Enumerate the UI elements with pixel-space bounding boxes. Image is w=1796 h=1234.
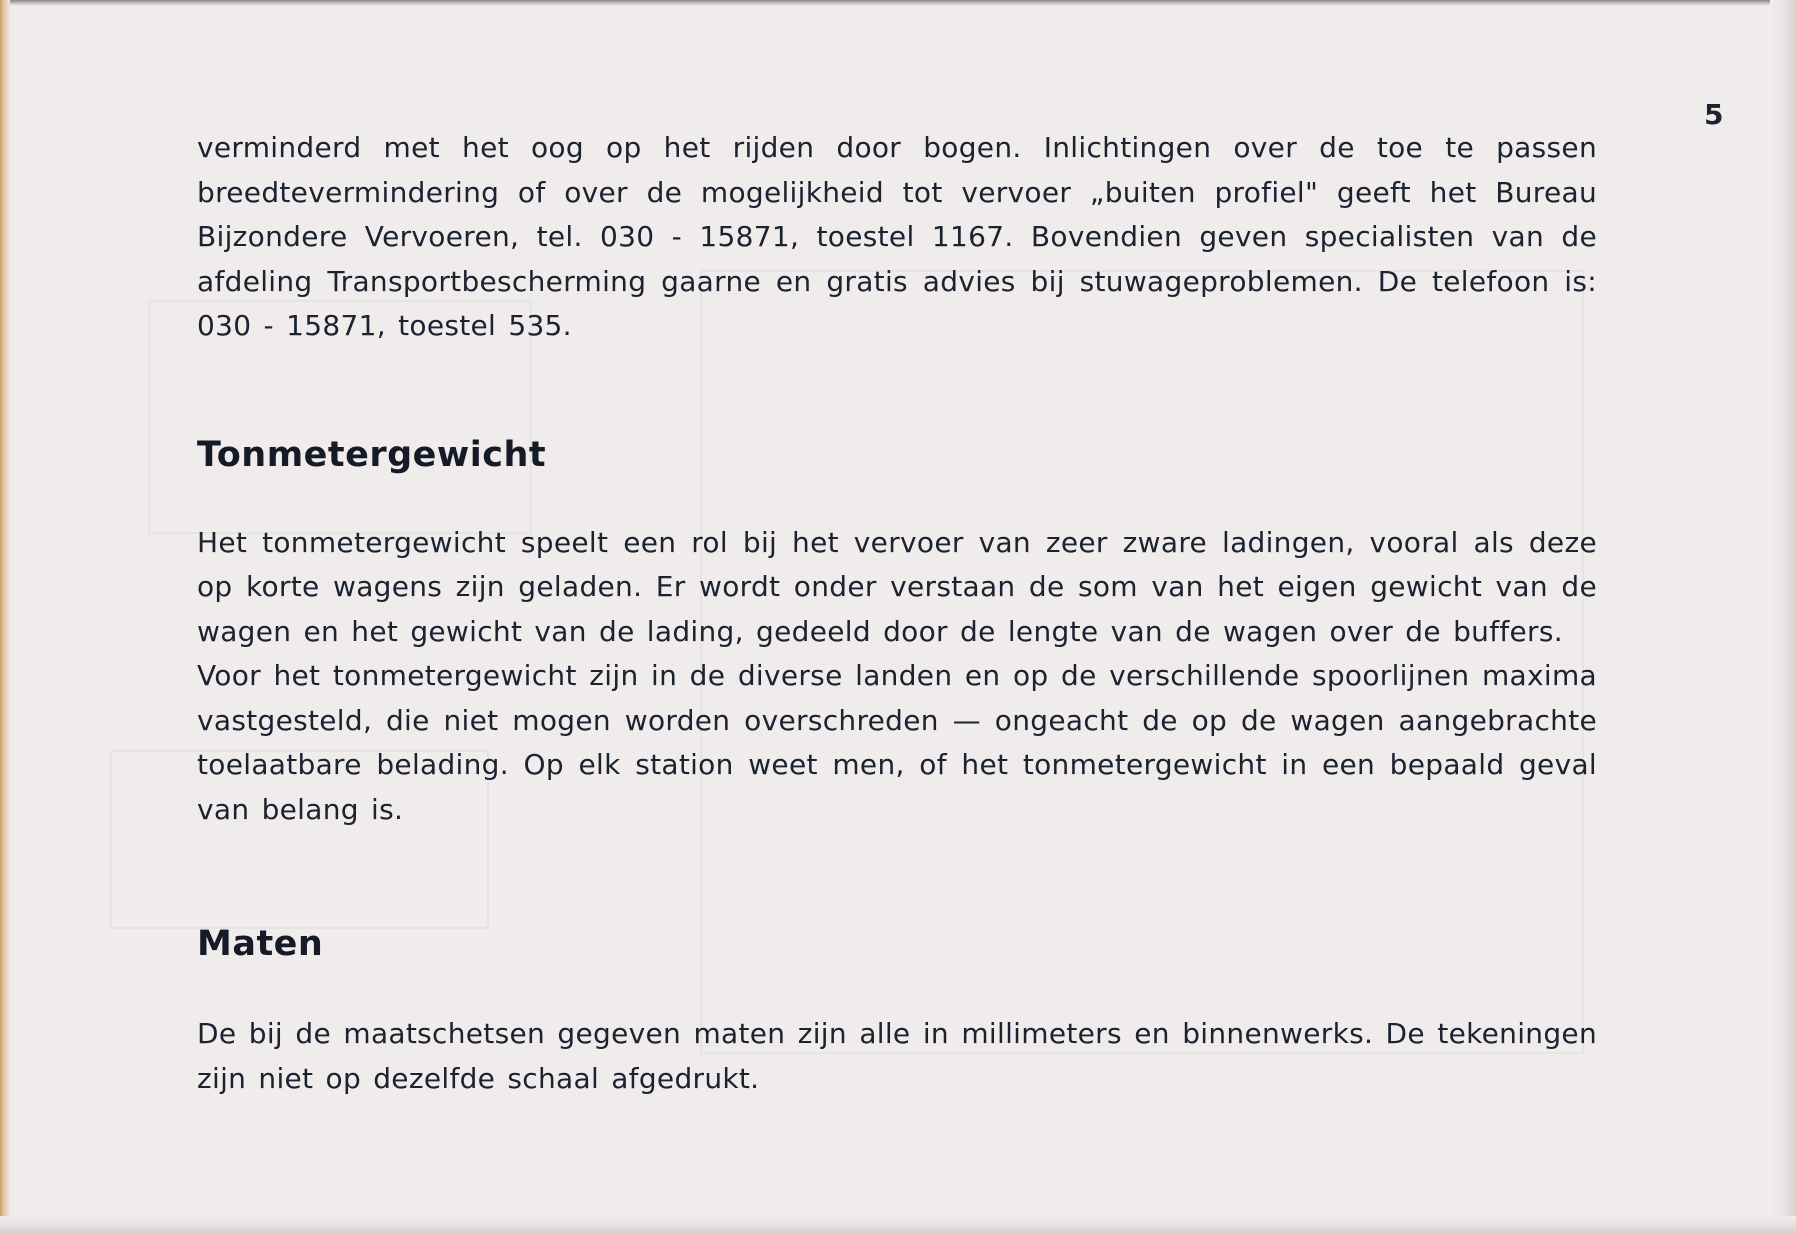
page-right-edge (1770, 0, 1796, 1234)
text-body (197, 126, 1597, 1101)
tonmetergewicht-paragraph-1: Het tonmetergewicht speelt een rol bij het vervoer van zeer zware ladingen, vooral als deze op korte wagens zijn geladen. Er wordt onder verstaan de som van het eigen gewicht van de wagen en het gewicht van de lading, gedeeld door de lengte van de wagen over de buffers. (197, 525, 1597, 648)
maten-paragraph: De bij de maatschetsen gegeven maten zijn alle in millimeters en binnenwerks. De tekeningen zijn niet op dezelfde schaal afgedrukt. (197, 1017, 1597, 1095)
page-number: 5 (1704, 98, 1724, 131)
section-heading-maten: Maten (197, 924, 324, 964)
tonmetergewicht-paragraph-2: Voor het tonmetergewicht zijn in de diverse landen en op de verschillende spoorlijnen maxima vastgesteld, die niet mogen worden overschreden — ongeacht de op de wagen aangebrachte toelaatbare belading. Op elk station weet men, of het tonmetergewicht in een bepaald geval van belang is. (197, 659, 1597, 826)
page-top-edge (0, 0, 1796, 6)
page-bottom-edge (0, 1216, 1796, 1234)
section-heading-tonmetergewicht: Tonmetergewicht (197, 434, 547, 475)
page-binding-edge (0, 0, 10, 1234)
intro-paragraph: verminderd met het oog op het rijden door bogen. Inlichtingen over de toe te passen breedtevermindering of over de mogelijkheid tot vervoer „buiten profiel" geeft het Bureau Bijzondere Vervoeren, tel. 030 - 15871, toestel 1167. Bovendien geven specialisten van de afdeling Transportbescherming gaarne en gratis advies bij stuwageproblemen. De telefoon is: 030 - 15871, toestel 535. (197, 131, 1597, 342)
